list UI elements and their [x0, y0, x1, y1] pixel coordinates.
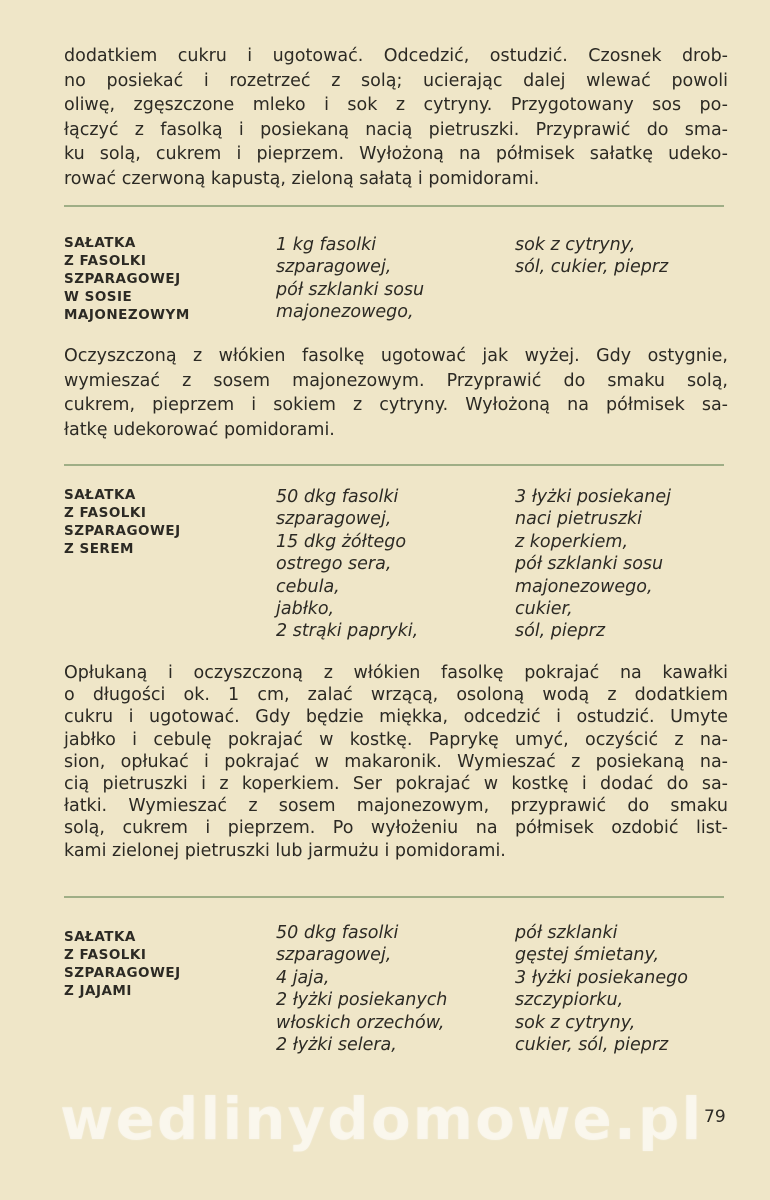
- section-divider: [64, 896, 724, 898]
- ingredient-line: sok z cytryny,: [515, 235, 636, 255]
- recipe-title: [64, 234, 264, 324]
- title-line: SZPARAGOWEJ: [64, 523, 181, 539]
- ingredient-line: pół szklanki sosu: [515, 554, 664, 575]
- ingredient-line: ostrego sera,: [276, 554, 392, 575]
- ingredient-line: naci pietruszki: [515, 509, 643, 530]
- title-line: SAŁATKA: [64, 929, 136, 945]
- text-line: wymieszać z sosem majonezowym. Przyprawić do smaku solą,: [64, 370, 728, 391]
- recipe-method: [64, 344, 728, 442]
- ingredients-column-2: [515, 922, 688, 1056]
- text-line: no posiekać i rozetrzeć z solą; ucierając dalej wlewać powoli: [64, 70, 728, 91]
- watermark: wedlinydomowe.pl: [60, 1085, 704, 1153]
- ingredient-line: pół szklanki: [515, 923, 618, 943]
- text-line: łatkę udekorować pomidorami.: [64, 419, 335, 440]
- text-line: rować czerwoną kapustą, zieloną sałatą i pomidorami.: [64, 168, 540, 189]
- ingredient-line: cukier,: [515, 599, 573, 620]
- text-line: cukrem, pieprzem i sokiem z cytryny. Wyłożoną na półmisek sa-: [64, 395, 728, 416]
- ingredient-line: 2 łyżki selera,: [276, 1035, 397, 1056]
- ingredient-line: szczypiorku,: [515, 990, 624, 1011]
- section-divider: [64, 205, 724, 207]
- text-line: Opłukaną i oczyszczoną z włókien fasolkę pokrajać na kawałki: [64, 663, 728, 683]
- text-line: jabłko i cebulę pokrajać w kostkę. Paprykę umyć, oczyścić z na-: [64, 729, 728, 750]
- ingredient-line: majonezowego,: [515, 576, 653, 597]
- title-line: SZPARAGOWEJ: [64, 965, 181, 981]
- text-line: łączyć z fasolką i posiekaną nacią pietruszki. Przyprawić do sma-: [64, 119, 728, 140]
- title-line: SAŁATKA: [64, 487, 136, 503]
- text-line: cukru i ugotować. Gdy będzie miękka, odcedzić i ostudzić. Umyte: [64, 707, 728, 728]
- ingredient-line: szparagowej,: [276, 257, 392, 278]
- ingredient-line: 50 dkg fasolki: [276, 487, 399, 507]
- ingredient-line: sól, pieprz: [515, 621, 606, 642]
- title-line: MAJONEZOWYM: [64, 307, 190, 323]
- ingredient-line: 15 dkg żółtego: [276, 531, 407, 552]
- text-line: łatki. Wymieszać z sosem majonezowym, przyprawić do smaku: [64, 796, 728, 817]
- title-line: SAŁATKA: [64, 235, 136, 251]
- text-line: solą, cukrem i pieprzem. Po wyłożeniu na półmisek ozdobić list-: [64, 818, 728, 839]
- title-line: Z FASOLKI: [64, 505, 147, 521]
- title-line: SZPARAGOWEJ: [64, 271, 181, 287]
- ingredients-column-2: [515, 234, 668, 279]
- ingredient-line: gęstej śmietany,: [515, 945, 660, 966]
- recipe-title: [64, 928, 264, 1000]
- text-line: cią pietruszki i z koperkiem. Ser pokrajać w kostkę i dodać do sa-: [64, 774, 728, 795]
- title-line: Z SEREM: [64, 541, 134, 557]
- recipe-title: [64, 486, 264, 558]
- ingredients-column-1: [276, 234, 424, 324]
- text-line: Oczyszczoną z włókien fasolkę ugotować jak wyżej. Gdy ostygnie,: [64, 346, 728, 366]
- title-line: W SOSIE: [64, 289, 133, 305]
- text-line: sion, opłukać i pokrajać w makaronik. Wymieszać z posiekaną na-: [64, 751, 728, 772]
- ingredient-line: 50 dkg fasolki: [276, 923, 399, 943]
- ingredient-line: szparagowej,: [276, 945, 392, 966]
- ingredient-line: włoskich orzechów,: [276, 1012, 445, 1033]
- ingredient-line: jabłko,: [276, 599, 335, 620]
- ingredient-line: szparagowej,: [276, 509, 392, 530]
- ingredient-line: sok z cytryny,: [515, 1012, 636, 1033]
- ingredient-line: 4 jaja,: [276, 967, 330, 988]
- text-line: oliwę, zgęszczone mleko i sok z cytryny. Przygotowany sos po-: [64, 95, 728, 116]
- ingredients-column-2: [515, 486, 671, 643]
- ingredient-line: 3 łyżki posiekanego: [515, 967, 688, 988]
- ingredient-line: 3 łyżki posiekanej: [515, 487, 671, 507]
- title-line: Z FASOLKI: [64, 947, 147, 963]
- text-line: dodatkiem cukru i ugotować. Odcedzić, ostudzić. Czosnek drob-: [64, 46, 728, 66]
- ingredient-line: 2 łyżki posiekanych: [276, 990, 448, 1011]
- recipe-method: [64, 662, 728, 862]
- text-line: kami zielonej pietruszki lub jarmużu i pomidorami.: [64, 840, 506, 861]
- text-line: ku solą, cukrem i pieprzem. Wyłożoną na półmisek sałatkę udeko-: [64, 144, 728, 165]
- intro-paragraph: [64, 44, 728, 192]
- ingredient-line: majonezowego,: [276, 302, 414, 323]
- title-line: Z JAJAMI: [64, 983, 132, 999]
- text-line: o długości ok. 1 cm, zalać wrzącą, osoloną wodą z dodatkiem: [64, 685, 728, 706]
- ingredient-line: 1 kg fasolki: [276, 235, 377, 255]
- ingredient-line: sól, cukier, pieprz: [515, 257, 669, 278]
- ingredient-line: z koperkiem,: [515, 531, 629, 552]
- ingredient-line: cukier, sól, pieprz: [515, 1035, 669, 1056]
- title-line: Z FASOLKI: [64, 253, 147, 269]
- ingredients-column-1: [276, 922, 447, 1056]
- ingredient-line: pół szklanki sosu: [276, 279, 425, 300]
- page-number: 79: [704, 1107, 726, 1127]
- ingredients-column-1: [276, 486, 418, 643]
- ingredient-line: 2 strąki papryki,: [276, 621, 419, 642]
- section-divider: [64, 464, 724, 466]
- ingredient-line: cebula,: [276, 576, 340, 597]
